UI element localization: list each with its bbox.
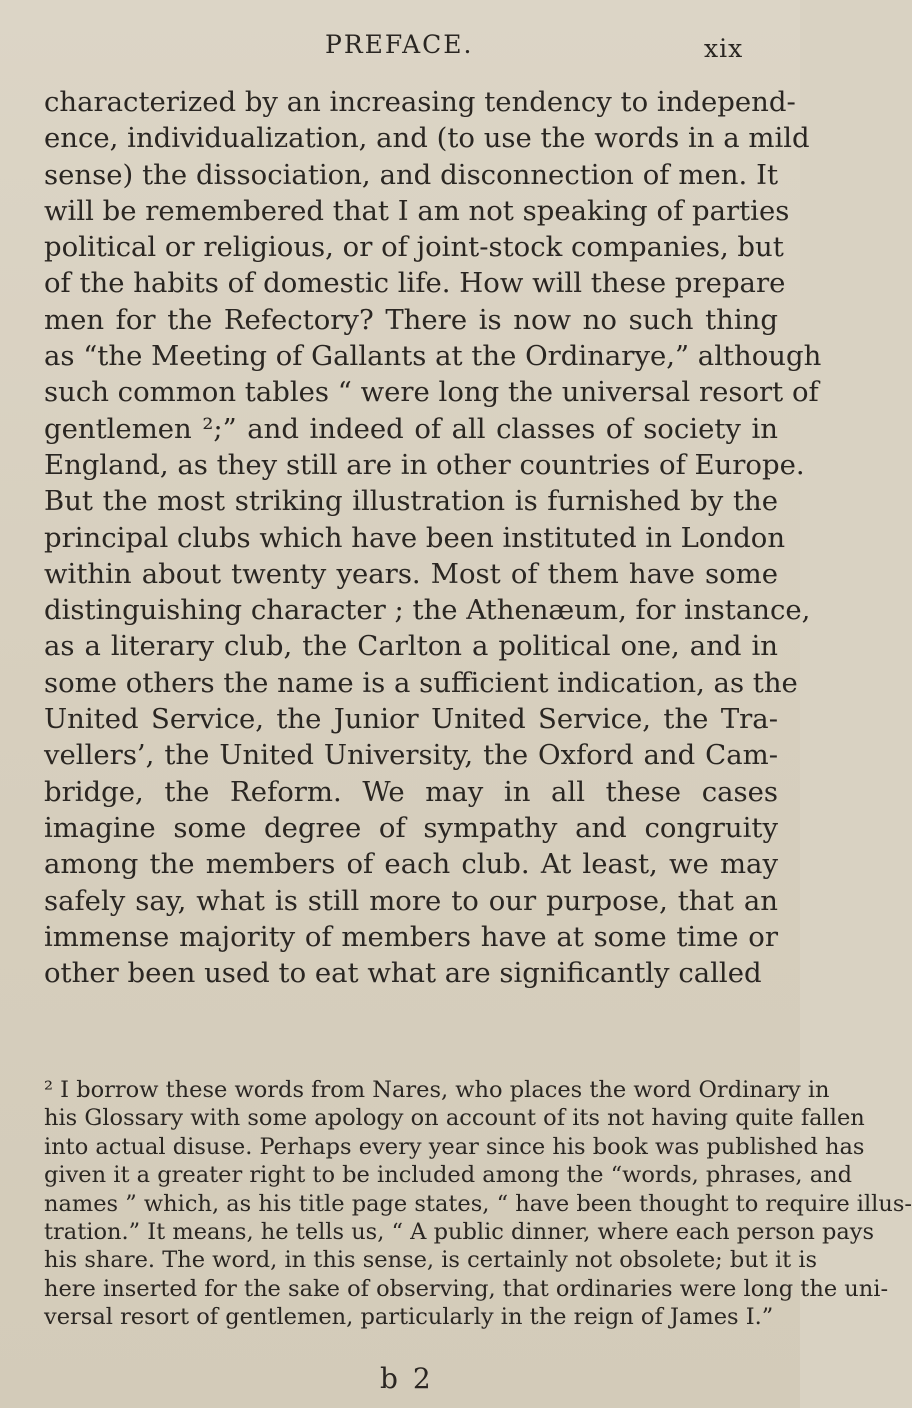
body-line: distinguishing character ; the Athenæum, for instance,: [44, 594, 811, 627]
body-line: other been used to eat what are significantly called: [44, 957, 762, 990]
footnote-line: his share. The word, in this sense, is certainly not obsolete; but it is: [44, 1247, 818, 1274]
footnote-line: into actual disuse. Perhaps every year since his book was published has: [44, 1133, 865, 1160]
body-line: characterized by an increasing tendency to independ-: [44, 86, 796, 118]
body-text: [44, 84, 822, 991]
footnote-line: tration.” It means, he tells us, “ A public dinner, where each person pays: [44, 1219, 875, 1246]
body-line: men for the Refectory? There is now no such thing: [44, 303, 778, 336]
running-head: [0, 30, 800, 70]
body-line: gentlemen ²;” and indeed of all classes of society in: [44, 412, 778, 445]
body-line: within about twenty years. Most of them have some: [44, 557, 778, 590]
body-line: sense) the dissociation, and disconnection of men. It: [44, 158, 778, 191]
body-line: some others the name is a sufficient indication, as the: [44, 666, 798, 699]
footnote: [44, 1076, 912, 1332]
body-line: imagine some degree of sympathy and congruity: [44, 811, 778, 844]
body-line: ence, individualization, and (to use the words in a mild: [44, 122, 810, 155]
page-number: xix: [704, 34, 744, 63]
running-title: PREFACE.: [325, 30, 474, 59]
body-line: such common tables “ were long the universal resort of: [44, 376, 819, 409]
body-line: principal clubs which have been instituted in London: [44, 521, 786, 554]
footnote-line: names ” which, as his title page states, “ have been thought to require illus-: [44, 1190, 912, 1217]
body-line: bridge, the Reform. We may in all these cases: [44, 775, 778, 808]
footnote-line: versal resort of gentlemen, particularly in the reign of James I.”: [44, 1304, 774, 1331]
body-line: safely say, what is still more to our purpose, that an: [44, 884, 778, 917]
body-line: England, as they still are in other countries of Europe.: [44, 448, 805, 481]
footnote-line: ² I borrow these words from Nares, who places the word Ordinary in: [44, 1077, 830, 1103]
body-line: political or religious, or of joint-stock companies, but: [44, 231, 784, 264]
body-line: among the members of each club. At least, we may: [44, 848, 778, 881]
body-line: as “the Meeting of Gallants at the Ordinarye,” although: [44, 340, 822, 373]
body-line: of the habits of domestic life. How will these prepare: [44, 267, 786, 300]
body-line: United Service, the Junior United Service, the Tra-: [44, 703, 778, 736]
footnote-line: given it a greater right to be included among the “words, phrases, and: [44, 1162, 853, 1189]
body-line: But the most striking illustration is furnished by the: [44, 485, 778, 518]
body-line: vellers’, the United University, the Oxford and Cam-: [44, 739, 778, 772]
body-line: as a literary club, the Carlton a political one, and in: [44, 630, 778, 663]
footnote-line: his Glossary with some apology on account of its not having quite fallen: [44, 1105, 865, 1132]
body-line: will be remembered that I am not speaking of parties: [44, 194, 790, 227]
footnote-line: here inserted for the sake of observing, that ordinaries were long the uni-: [44, 1275, 889, 1302]
signature-mark: b 2: [380, 1362, 434, 1395]
body-line: immense majority of members have at some time or: [44, 920, 778, 953]
